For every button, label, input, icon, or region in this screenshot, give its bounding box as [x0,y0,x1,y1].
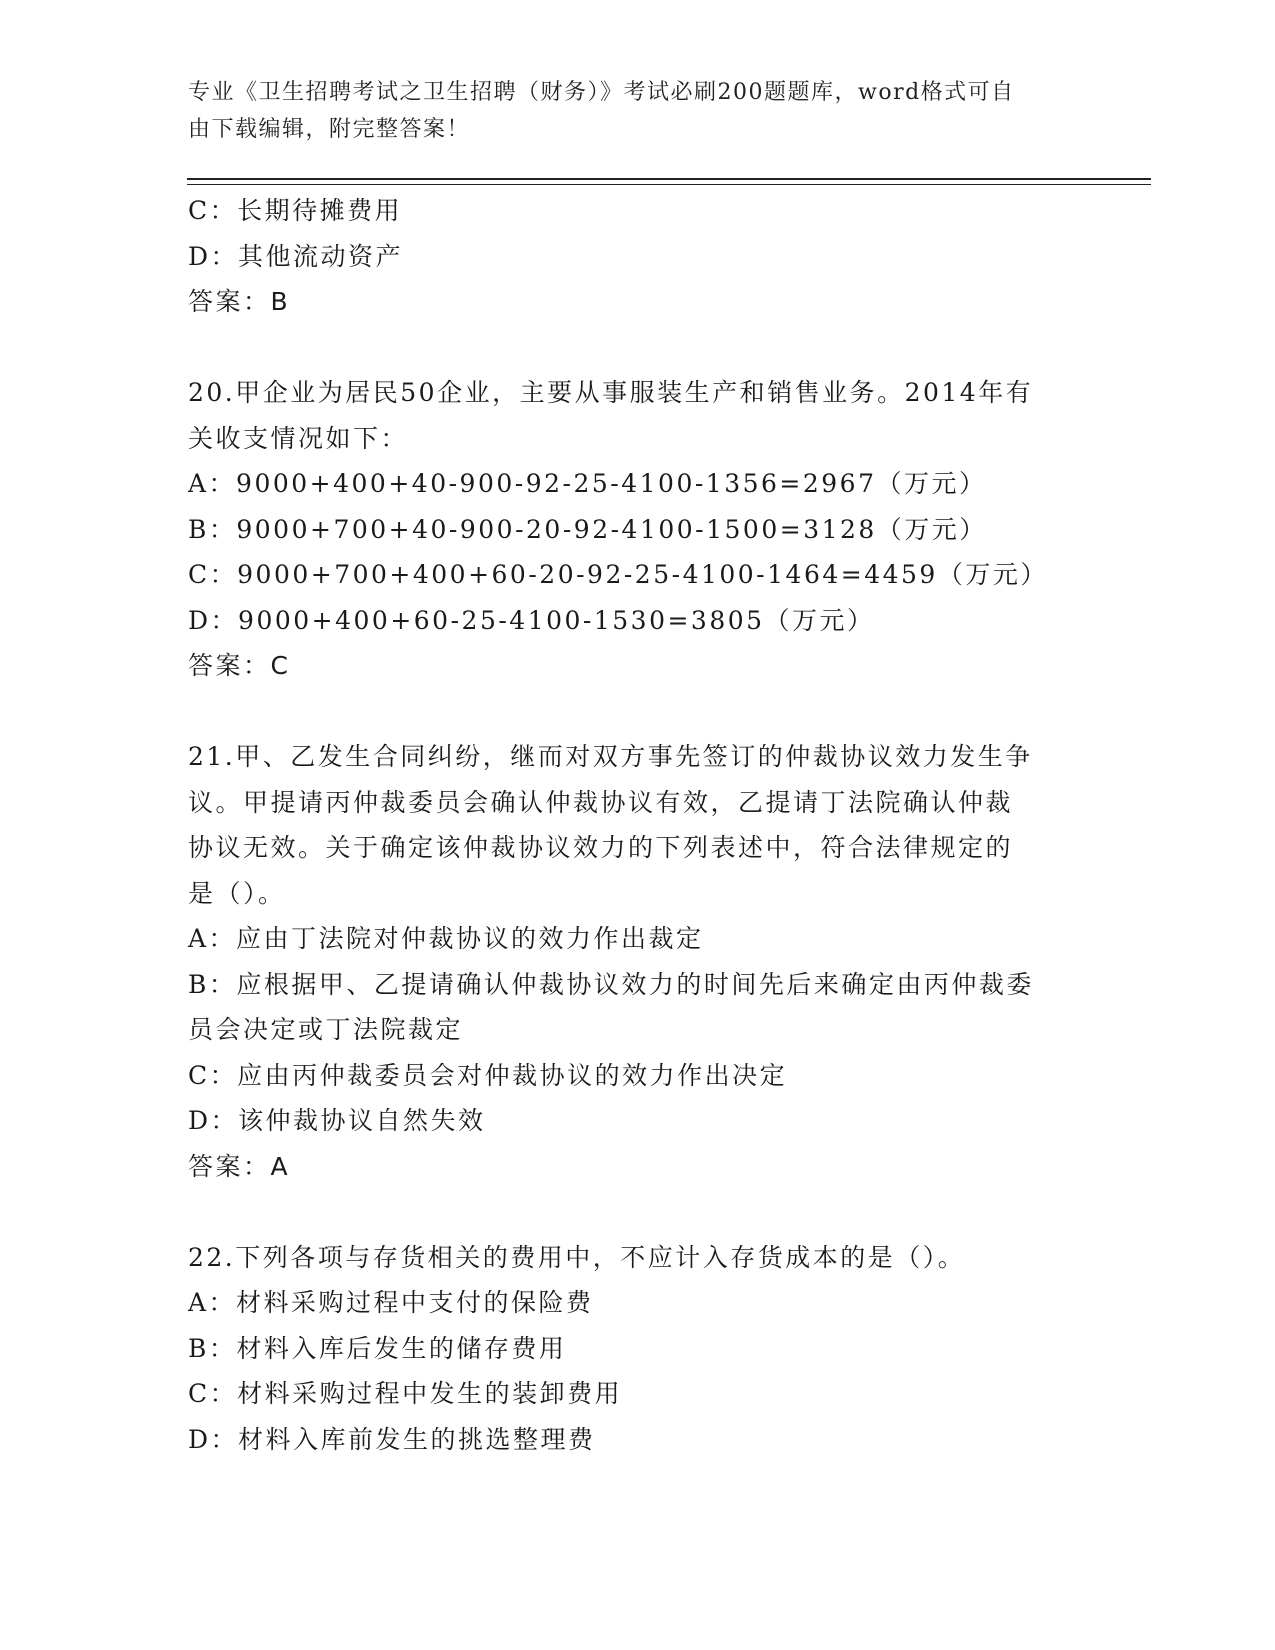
spacer [188,1189,1078,1235]
header-divider-thin [187,184,1151,185]
q21-option-d: D：该仲裁协议自然失效 [188,1106,486,1135]
q22-option-b: B：材料入库后发生的储存费用 [188,1333,567,1363]
q20-option-d: D：9000+400+60-25-4100-1530=3805（万元） [188,605,875,635]
q19-answer: 答案：B [188,287,291,316]
q19-option-d: D：其他流动资产 [188,241,404,271]
header-line-2: 由下载编辑，附完整答案！ [188,117,471,142]
question-20 [188,370,1078,689]
q21-option-b-line-2: 员会决定或丁法院裁定 [188,1015,464,1044]
q20-option-b: B：9000+700+40-900-20-92-4100-1500=3128（万元） [188,514,987,544]
q21-stem-line-4: 是（）。 [188,878,286,908]
q22-option-d: D：材料入库前发生的挑选整理费 [188,1424,596,1454]
q21-answer: 答案：A [188,1151,291,1181]
q20-stem-line-2: 关收支情况如下： [188,423,409,453]
q22-option-a: A：材料采购过程中支付的保险费 [188,1288,594,1317]
spacer [188,689,1078,735]
question-19-tail [188,188,1078,325]
q21-stem-line-1: 21.甲、乙发生合同纠纷，继而对双方事先签订的仲裁协议效力发生争 [188,742,1033,771]
q21-option-b-line-1: B：应根据甲、乙提请确认仲裁协议效力的时间先后来确定由丙仲裁委 [188,969,1034,999]
header-line-1: 专业《卫生招聘考试之卫生招聘（财务）》考试必刷200题题库，word格式可自 [188,80,1015,105]
spacer [188,325,1078,371]
q22-option-c: C：材料采购过程中发生的装卸费用 [188,1379,623,1408]
q20-option-c: C：9000+700+400+60-20-92-25-4100-1464=4459（万元） [188,560,1048,589]
q22-stem-line-1: 22.下列各项与存货相关的费用中，不应计入存货成本的是（）。 [188,1242,966,1272]
q20-answer: 答案：C [188,651,291,680]
q21-option-c: C：应由丙仲裁委员会对仲裁协议的效力作出决定 [188,1060,788,1090]
document-body [188,188,1078,1462]
q19-option-c: C：长期待摊费用 [188,196,403,225]
question-22 [188,1235,1078,1463]
q21-stem-line-2: 议。甲提请丙仲裁委员会确认仲裁协议有效，乙提请丁法院确认仲裁 [188,787,1014,817]
header-divider-thick [187,178,1151,180]
q20-stem-line-1: 20.甲企业为居民50企业，主要从事服装生产和销售业务。2014年有 [188,378,1034,407]
question-21 [188,734,1078,1189]
document-header [188,74,1068,148]
q21-stem-line-3: 协议无效。关于确定该仲裁协议效力的下列表述中，符合法律规定的 [188,833,1014,862]
q20-option-a: A：9000+400+40-900-92-25-4100-1356=2967（万元） [188,469,987,498]
q21-option-a: A：应由丁法院对仲裁协议的效力作出裁定 [188,924,704,953]
